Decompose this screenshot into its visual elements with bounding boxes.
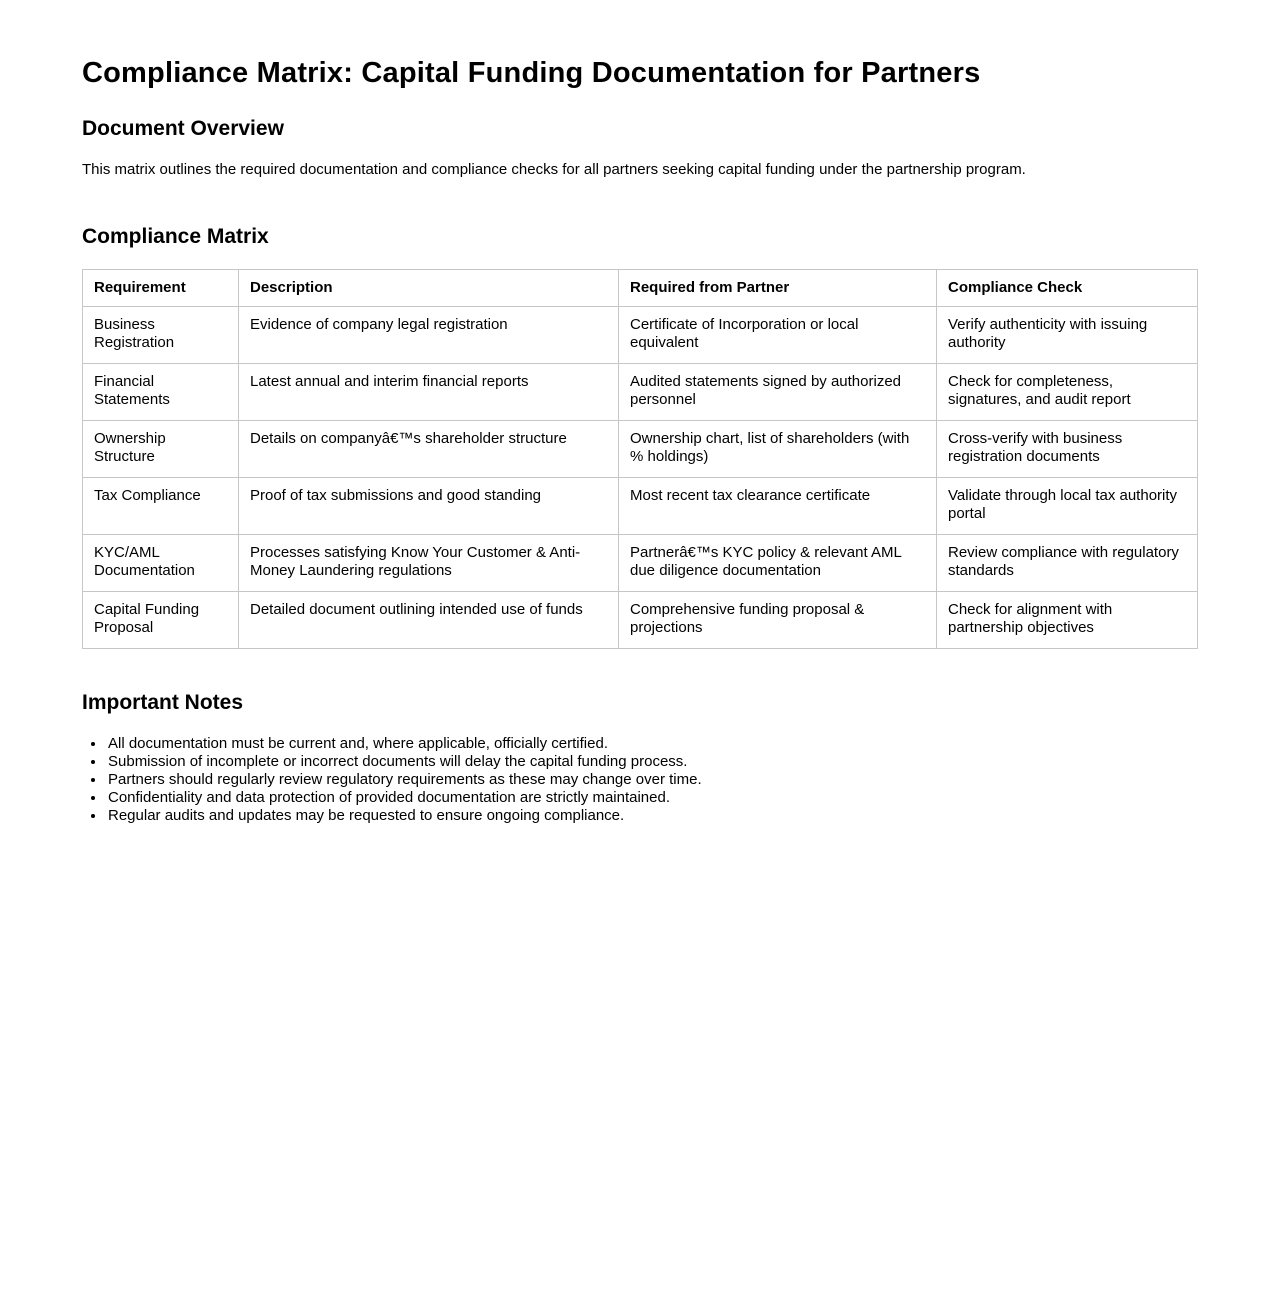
table-cell-requirement: Financial Statements	[83, 364, 239, 421]
table-cell-description: Latest annual and interim financial reports	[239, 364, 619, 421]
table-header	[83, 270, 1198, 307]
table-cell-requirement: KYC/AML Documentation	[83, 535, 239, 592]
overview-heading: Document Overview	[82, 117, 284, 140]
table-cell-compliance_check: Review compliance with regulatory standards	[937, 535, 1198, 592]
table-cell-required_from_partner: Comprehensive funding proposal & projections	[619, 592, 937, 649]
compliance-matrix-table	[82, 269, 1198, 649]
table-cell-compliance_check: Verify authenticity with issuing authority	[937, 307, 1198, 364]
table-cell-compliance_check: Check for completeness, signatures, and audit report	[937, 364, 1198, 421]
note-item: • All documentation must be current and, where applicable, officially certified.	[106, 735, 1196, 753]
note-item: • Submission of incomplete or incorrect documents will delay the capital funding process.	[106, 753, 1196, 771]
table-cell-required_from_partner: Ownership chart, list of shareholders (with % holdings)	[619, 421, 937, 478]
table-cell-compliance_check: Validate through local tax authority portal	[937, 478, 1198, 535]
table-cell-required_from_partner: Audited statements signed by authorized personnel	[619, 364, 937, 421]
column-header: Requirement	[83, 270, 239, 307]
table-cell-description: Proof of tax submissions and good standing	[239, 478, 619, 535]
notes-section	[82, 690, 1196, 825]
table-cell-compliance_check: Cross-verify with business registration documents	[937, 421, 1198, 478]
table-cell-description: Evidence of company legal registration	[239, 307, 619, 364]
table-cell-description: Detailed document outlining intended use of funds	[239, 592, 619, 649]
table-cell-requirement: Business Registration	[83, 307, 239, 364]
table-cell-required_from_partner: Most recent tax clearance certificate	[619, 478, 937, 535]
column-header: Description	[239, 270, 619, 307]
table-cell-requirement: Capital Funding Proposal	[83, 592, 239, 649]
table-header-row	[83, 270, 1198, 307]
table-cell-requirement: Tax Compliance	[83, 478, 239, 535]
table-row	[83, 307, 1198, 364]
table-row	[83, 535, 1198, 592]
table-cell-description: Details on companyâ€™s shareholder structure	[239, 421, 619, 478]
notes-list	[82, 735, 1196, 825]
matrix-heading: Compliance Matrix	[82, 225, 269, 248]
notes-heading: Important Notes	[82, 691, 244, 714]
overview-paragraph: This matrix outlines the required documentation and compliance checks for all partners seeking capital funding under the partnership program.	[82, 161, 1026, 178]
note-item: • Regular audits and updates may be requested to ensure ongoing compliance.	[106, 807, 1196, 825]
column-header: Compliance Check	[937, 270, 1198, 307]
matrix-table-body	[83, 307, 1198, 649]
table-row	[83, 478, 1198, 535]
note-item: • Confidentiality and data protection of provided documentation are strictly maintained.	[106, 789, 1196, 807]
table-row	[83, 592, 1198, 649]
table-cell-requirement: Ownership Structure	[83, 421, 239, 478]
table-cell-required_from_partner: Certificate of Incorporation or local equivalent	[619, 307, 937, 364]
table-cell-description: Processes satisfying Know Your Customer & Anti-Money Laundering regulations	[239, 535, 619, 592]
note-item: • Partners should regularly review regulatory requirements as these may change over time.	[106, 771, 1196, 789]
table-cell-compliance_check: Check for alignment with partnership objectives	[937, 592, 1198, 649]
column-header: Required from Partner	[619, 270, 937, 307]
table-row	[83, 364, 1198, 421]
table-row	[83, 421, 1198, 478]
page-title: Compliance Matrix: Capital Funding Documentation for Partners	[82, 57, 981, 89]
table-cell-required_from_partner: Partnerâ€™s KYC policy & relevant AML due diligence documentation	[619, 535, 937, 592]
